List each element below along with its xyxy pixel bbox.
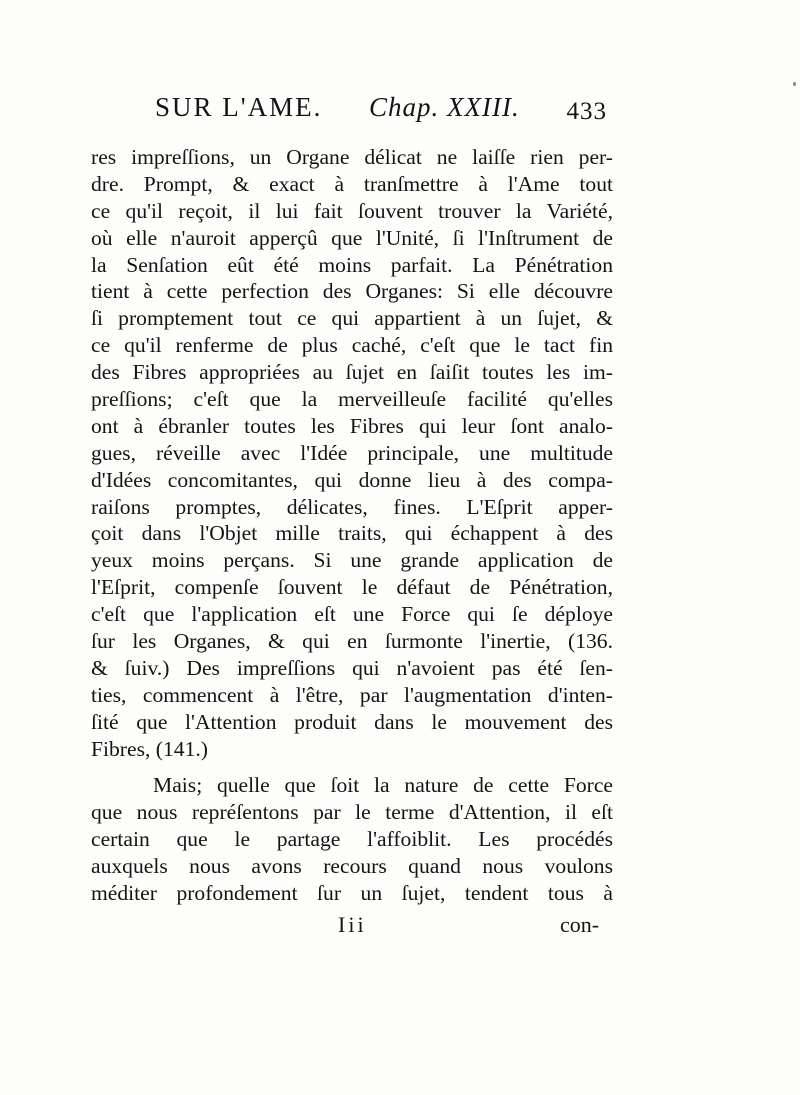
text-line: méditer profondement ſur un ſujet, tendent tous à xyxy=(91,881,613,906)
text-line: certain que le partage l'affoiblit. Les procédés xyxy=(91,827,613,852)
paper-speck xyxy=(793,82,796,86)
paragraph-gap xyxy=(91,762,613,772)
text-line: ſité que l'Attention produit dans le mouvement des xyxy=(91,709,613,734)
text-line: res impreſſions, un Organe délicat ne laiſſe rien per- xyxy=(91,145,613,169)
text-line: auxquels nous avons recours quand nous voulons xyxy=(91,854,613,879)
text-line: Fibres, (141.) xyxy=(91,736,208,761)
text-line: ſi promptement tout ce qui appartient à un ſujet, & xyxy=(91,306,613,331)
text-line: & ſuiv.) Des impreſſions qui n'avoient pas été ſen- xyxy=(91,655,613,680)
running-title: SUR L'AME. xyxy=(155,92,323,122)
text-line: ce qu'il reçoit, il lui fait ſouvent trouver la Variété, xyxy=(91,198,613,223)
text-line: l'Eſprit, compenſe ſouvent le défaut de Pénétration, xyxy=(91,575,613,600)
text-line: ſur les Organes, & qui en ſurmonte l'inertie, (136. xyxy=(91,629,613,654)
page-number: 433 xyxy=(566,98,607,125)
paragraph-2 xyxy=(91,772,613,906)
text-line: preſſions; c'eſt que la merveilleuſe facilité qu'elles xyxy=(91,387,613,412)
text-line: çoit dans l'Objet mille traits, qui échappent à des xyxy=(91,521,613,546)
text-line: dre. Prompt, & exact à tranſmettre à l'Ame tout xyxy=(91,171,613,196)
running-header xyxy=(155,92,607,126)
chapter-label: Chap. XXIII. xyxy=(369,92,520,122)
text-line: d'Idées concomitantes, qui donne lieu à des compa- xyxy=(91,467,613,492)
text-line: gues, réveille avec l'Idée principale, une multitude xyxy=(91,440,613,465)
text-line: tient à cette perfection des Organes: Si elle découvre xyxy=(91,279,613,304)
page-footer xyxy=(0,912,800,940)
text-line: raiſons promptes, délicates, fines. L'Eſprit apper- xyxy=(91,494,613,519)
text-line: où elle n'auroit apperçû que l'Unité, ſi l'Inſtrument de xyxy=(91,225,613,250)
text-line: des Fibres appropriées au ſujet en ſaiſit toutes les im- xyxy=(91,360,613,385)
text-line: que nous repréſentons par le terme d'Attention, il eſt xyxy=(91,800,613,825)
text-line: c'eſt que l'application eſt une Force qui ſe déploye xyxy=(91,602,613,627)
text-line: ont à ébranler toutes les Fibres qui leur ſont analo- xyxy=(91,413,613,438)
text-line: Mais; quelle que ſoit la nature de cette Force xyxy=(153,773,613,798)
paragraph-1 xyxy=(91,144,613,762)
signature-mark: Iii xyxy=(338,912,367,937)
text-line: yeux moins perçans. Si une grande application de xyxy=(91,548,613,573)
catchword: con- xyxy=(560,912,600,937)
text-line: ties, commencent à l'être, par l'augmentation d'inten- xyxy=(91,682,613,707)
text-line: la Senſation eût été moins parfait. La Pénétration xyxy=(91,252,613,277)
body-text xyxy=(91,144,613,907)
text-line: ce qu'il renferme de plus caché, c'eſt que le tact fin xyxy=(91,333,613,358)
